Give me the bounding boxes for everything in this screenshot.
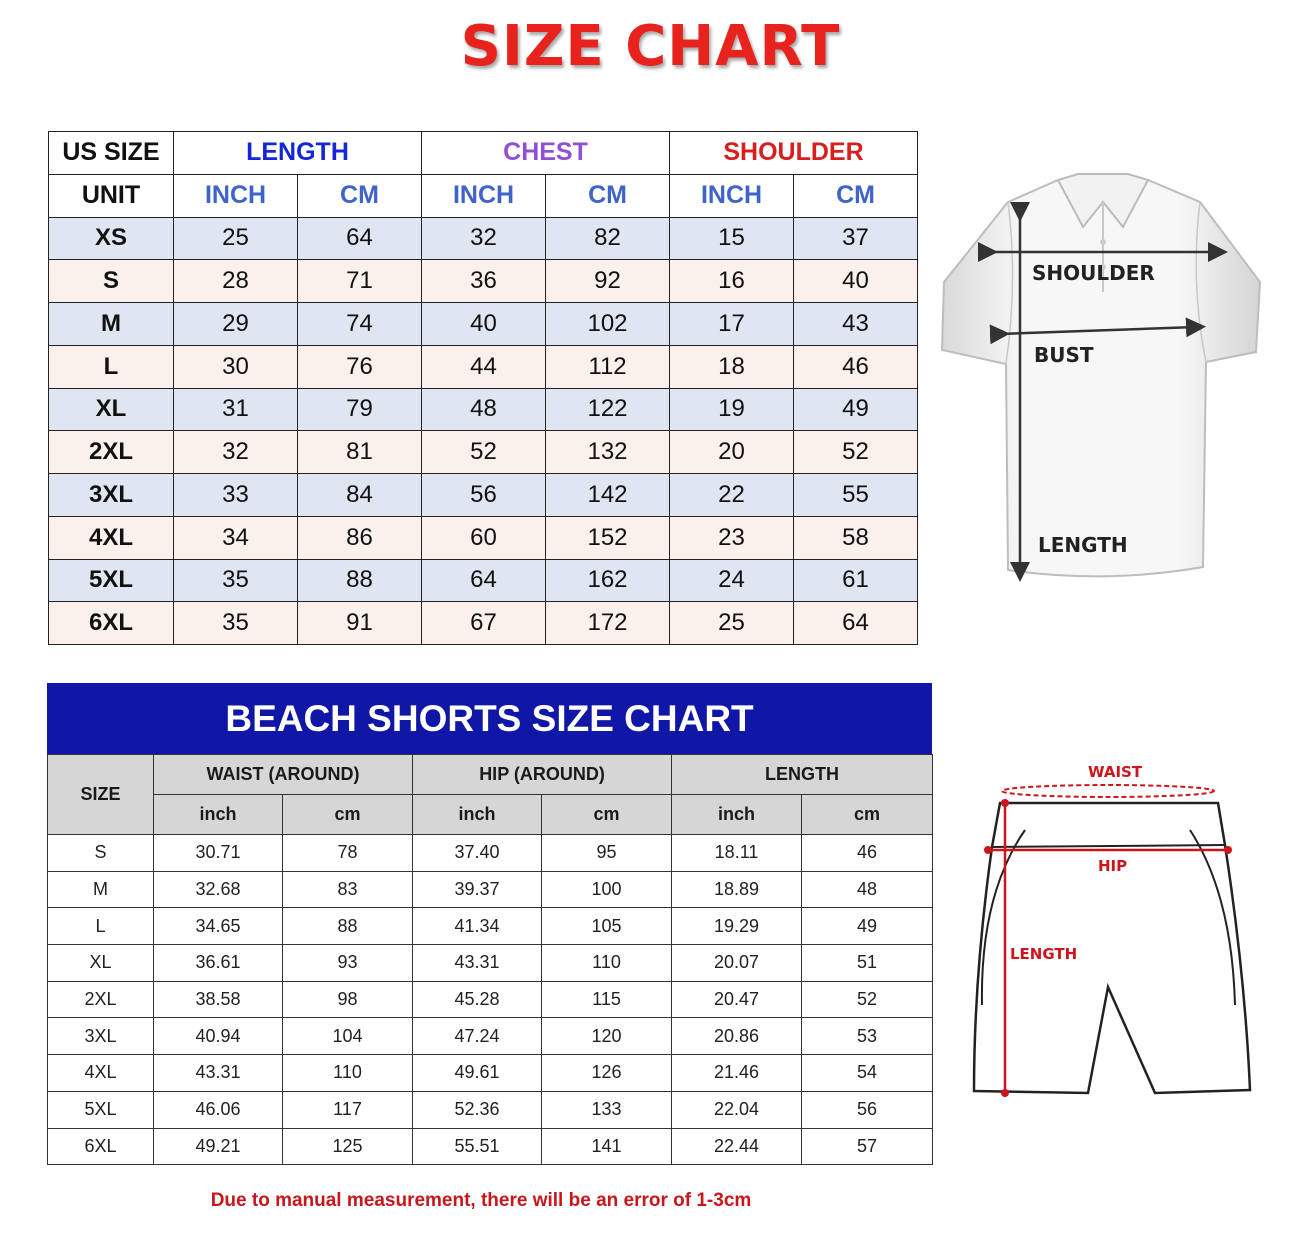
shirt-unit-row <box>49 174 918 217</box>
shorts-table-row <box>48 981 933 1018</box>
length-in-cell: 28 <box>174 260 298 303</box>
waist-cm-cell: 78 <box>283 835 413 872</box>
shorts-chart-banner: BEACH SHORTS SIZE CHART <box>47 683 932 754</box>
hip-in-cell: 39.37 <box>413 871 542 908</box>
hip-cm-cell: 126 <box>542 1055 672 1092</box>
waist-in-cell: 38.58 <box>154 981 283 1018</box>
shirt-table-row <box>49 345 918 388</box>
length-in-cell: 35 <box>174 559 298 602</box>
size-cell: 4XL <box>48 1055 154 1092</box>
shirt-table-row <box>49 474 918 517</box>
length-cm-cell: 86 <box>298 516 422 559</box>
hip-in-cell: 41.34 <box>413 908 542 945</box>
hip-cm-cell: 95 <box>542 835 672 872</box>
shorts-table-row <box>48 835 933 872</box>
shorts-table-row <box>48 908 933 945</box>
length-cm-cell: 46 <box>802 835 933 872</box>
length-in-cell: 20.07 <box>672 945 802 982</box>
waist-measure-line <box>1002 785 1214 797</box>
shorts-table-row <box>48 1091 933 1128</box>
length-in-cell: 18.11 <box>672 835 802 872</box>
length-in-cell: 33 <box>174 474 298 517</box>
shirt-table-row <box>49 516 918 559</box>
unit-header: UNIT <box>49 174 174 217</box>
chest-in-cell: 32 <box>422 217 546 260</box>
hip-cm-header: cm <box>542 795 672 835</box>
chest-cm-cell: 142 <box>546 474 670 517</box>
shoulder-cm-cell: 58 <box>794 516 918 559</box>
hip-cm-cell: 105 <box>542 908 672 945</box>
length-cm-cell: 84 <box>298 474 422 517</box>
shirt-size-table <box>48 131 918 645</box>
shoulder-cm-header: CM <box>794 174 918 217</box>
length-cm-cell: 52 <box>802 981 933 1018</box>
length-cm-cell: 76 <box>298 345 422 388</box>
shorts-table-row <box>48 871 933 908</box>
chest-cm-cell: 102 <box>546 303 670 346</box>
length-cm-cell: 79 <box>298 388 422 431</box>
chest-in-cell: 56 <box>422 474 546 517</box>
waist-cm-cell: 83 <box>283 871 413 908</box>
length-in-cell: 20.86 <box>672 1018 802 1055</box>
shoulder-in-cell: 25 <box>670 602 794 645</box>
shoulder-in-cell: 19 <box>670 388 794 431</box>
shoulder-cm-cell: 64 <box>794 602 918 645</box>
waist-in-cell: 46.06 <box>154 1091 283 1128</box>
shoulder-in-cell: 17 <box>670 303 794 346</box>
shoulder-in-cell: 15 <box>670 217 794 260</box>
page-title: SIZE CHART <box>460 14 841 79</box>
shoulder-cm-cell: 46 <box>794 345 918 388</box>
hip-in-cell: 49.61 <box>413 1055 542 1092</box>
shirt-header-row <box>49 132 918 175</box>
size-cell: L <box>49 345 174 388</box>
length-in-cell: 31 <box>174 388 298 431</box>
shoulder-in-cell: 20 <box>670 431 794 474</box>
shoulder-header: SHOULDER <box>670 132 918 175</box>
waist-cm-header: cm <box>283 795 413 835</box>
length-in-cell: 29 <box>174 303 298 346</box>
polo-shirt-diagram <box>938 172 1268 592</box>
shirt-table-row <box>49 431 918 474</box>
size-cell: 3XL <box>49 474 174 517</box>
length-cm-cell: 88 <box>298 559 422 602</box>
shoulder-in-cell: 22 <box>670 474 794 517</box>
chest-in-cell: 67 <box>422 602 546 645</box>
size-cell: M <box>49 303 174 346</box>
waist-inch-header: inch <box>154 795 283 835</box>
shoulder-cm-cell: 61 <box>794 559 918 602</box>
waist-in-cell: 49.21 <box>154 1128 283 1165</box>
chest-cm-cell: 82 <box>546 217 670 260</box>
hip-cm-cell: 120 <box>542 1018 672 1055</box>
chest-cm-cell: 132 <box>546 431 670 474</box>
length-cm-cell: 54 <box>802 1055 933 1092</box>
shoulder-in-cell: 16 <box>670 260 794 303</box>
waist-label: WAIST <box>1088 763 1143 781</box>
chest-inch-header: INCH <box>422 174 546 217</box>
size-cell: 6XL <box>48 1128 154 1165</box>
waist-cm-cell: 93 <box>283 945 413 982</box>
size-cell: 2XL <box>49 431 174 474</box>
hip-cm-cell: 141 <box>542 1128 672 1165</box>
chest-in-cell: 36 <box>422 260 546 303</box>
chest-cm-header: CM <box>546 174 670 217</box>
shirt-table-row <box>49 388 918 431</box>
length-inch-header: INCH <box>174 174 298 217</box>
chest-header: CHEST <box>422 132 670 175</box>
length-in-cell: 32 <box>174 431 298 474</box>
length-label: LENGTH <box>1038 533 1128 557</box>
length-cm-cell: 57 <box>802 1128 933 1165</box>
size-cell: L <box>48 908 154 945</box>
length-in-cell: 25 <box>174 217 298 260</box>
waist-in-cell: 34.65 <box>154 908 283 945</box>
chest-in-cell: 40 <box>422 303 546 346</box>
shoulder-in-cell: 24 <box>670 559 794 602</box>
shorts-length-header: LENGTH <box>672 755 933 795</box>
hip-inch-header: inch <box>413 795 542 835</box>
bust-label: BUST <box>1034 343 1094 367</box>
chest-in-cell: 44 <box>422 345 546 388</box>
length-in-cell: 19.29 <box>672 908 802 945</box>
shirt-table-row <box>49 559 918 602</box>
chest-cm-cell: 152 <box>546 516 670 559</box>
waist-in-cell: 30.71 <box>154 835 283 872</box>
size-cell: XL <box>49 388 174 431</box>
size-cell: 5XL <box>49 559 174 602</box>
size-cell: M <box>48 871 154 908</box>
us-size-header: US SIZE <box>49 132 174 175</box>
chest-cm-cell: 122 <box>546 388 670 431</box>
shoulder-in-cell: 23 <box>670 516 794 559</box>
size-cell: XS <box>49 217 174 260</box>
length-cm-cell: 51 <box>802 945 933 982</box>
length-cm-cell: 48 <box>802 871 933 908</box>
shoulder-inch-header: INCH <box>670 174 794 217</box>
hip-in-cell: 55.51 <box>413 1128 542 1165</box>
waist-cm-cell: 110 <box>283 1055 413 1092</box>
length-cm-cell: 64 <box>298 217 422 260</box>
waist-cm-cell: 98 <box>283 981 413 1018</box>
length-inch-header: inch <box>672 795 802 835</box>
shoulder-cm-cell: 52 <box>794 431 918 474</box>
shoulder-cm-cell: 43 <box>794 303 918 346</box>
shorts-table-row <box>48 1018 933 1055</box>
hip-label: HIP <box>1098 857 1128 875</box>
shirt-outline <box>942 180 1260 576</box>
length-in-cell: 22.44 <box>672 1128 802 1165</box>
length-cm-cell: 53 <box>802 1018 933 1055</box>
size-cell: 4XL <box>49 516 174 559</box>
waist-in-cell: 43.31 <box>154 1055 283 1092</box>
length-cm-header: CM <box>298 174 422 217</box>
chest-cm-cell: 92 <box>546 260 670 303</box>
shorts-length-label: LENGTH <box>1010 945 1078 963</box>
length-in-cell: 34 <box>174 516 298 559</box>
chest-in-cell: 48 <box>422 388 546 431</box>
length-in-cell: 21.46 <box>672 1055 802 1092</box>
length-cm-cell: 74 <box>298 303 422 346</box>
shirt-table-row <box>49 260 918 303</box>
shorts-size-header: SIZE <box>48 755 154 835</box>
length-cm-cell: 91 <box>298 602 422 645</box>
hip-cm-cell: 133 <box>542 1091 672 1128</box>
shorts-header-row <box>48 755 933 795</box>
length-cm-cell: 81 <box>298 431 422 474</box>
shorts-size-table <box>47 754 933 1165</box>
length-header: LENGTH <box>174 132 422 175</box>
size-cell: 5XL <box>48 1091 154 1128</box>
shorts-unit-row <box>48 795 933 835</box>
shorts-diagram <box>960 755 1260 1105</box>
shoulder-cm-cell: 55 <box>794 474 918 517</box>
length-cm-cell: 49 <box>802 908 933 945</box>
waist-in-cell: 32.68 <box>154 871 283 908</box>
shoulder-label: SHOULDER <box>1032 261 1155 285</box>
hip-cm-cell: 100 <box>542 871 672 908</box>
shorts-table-row <box>48 1128 933 1165</box>
length-in-cell: 22.04 <box>672 1091 802 1128</box>
hip-in-cell: 43.31 <box>413 945 542 982</box>
shirt-table-row <box>49 303 918 346</box>
waist-cm-cell: 104 <box>283 1018 413 1055</box>
hip-in-cell: 47.24 <box>413 1018 542 1055</box>
length-in-cell: 30 <box>174 345 298 388</box>
chest-in-cell: 64 <box>422 559 546 602</box>
hip-in-cell: 45.28 <box>413 981 542 1018</box>
waist-in-cell: 36.61 <box>154 945 283 982</box>
shoulder-in-cell: 18 <box>670 345 794 388</box>
chest-cm-cell: 112 <box>546 345 670 388</box>
hip-header: HIP (AROUND) <box>413 755 672 795</box>
shoulder-cm-cell: 40 <box>794 260 918 303</box>
waist-cm-cell: 88 <box>283 908 413 945</box>
length-cm-cell: 56 <box>802 1091 933 1128</box>
hip-cm-cell: 110 <box>542 945 672 982</box>
length-in-cell: 20.47 <box>672 981 802 1018</box>
length-in-cell: 18.89 <box>672 871 802 908</box>
length-in-cell: 35 <box>174 602 298 645</box>
size-cell: 3XL <box>48 1018 154 1055</box>
shoulder-cm-cell: 49 <box>794 388 918 431</box>
waist-in-cell: 40.94 <box>154 1018 283 1055</box>
length-cm-header: cm <box>802 795 933 835</box>
size-cell: XL <box>48 945 154 982</box>
shoulder-cm-cell: 37 <box>794 217 918 260</box>
shorts-table-row <box>48 945 933 982</box>
chest-cm-cell: 172 <box>546 602 670 645</box>
waist-cm-cell: 117 <box>283 1091 413 1128</box>
size-cell: 6XL <box>49 602 174 645</box>
hip-in-cell: 52.36 <box>413 1091 542 1128</box>
shirt-table-row <box>49 217 918 260</box>
waist-header: WAIST (AROUND) <box>154 755 413 795</box>
measurement-note: Due to manual measurement, there will be an error of 1-3cm <box>210 1190 752 1211</box>
chest-in-cell: 52 <box>422 431 546 474</box>
size-cell: S <box>48 835 154 872</box>
size-cell: S <box>49 260 174 303</box>
hip-in-cell: 37.40 <box>413 835 542 872</box>
size-cell: 2XL <box>48 981 154 1018</box>
waist-cm-cell: 125 <box>283 1128 413 1165</box>
shorts-table-row <box>48 1055 933 1092</box>
shirt-table-row <box>49 602 918 645</box>
chest-in-cell: 60 <box>422 516 546 559</box>
hip-cm-cell: 115 <box>542 981 672 1018</box>
length-cm-cell: 71 <box>298 260 422 303</box>
chest-cm-cell: 162 <box>546 559 670 602</box>
